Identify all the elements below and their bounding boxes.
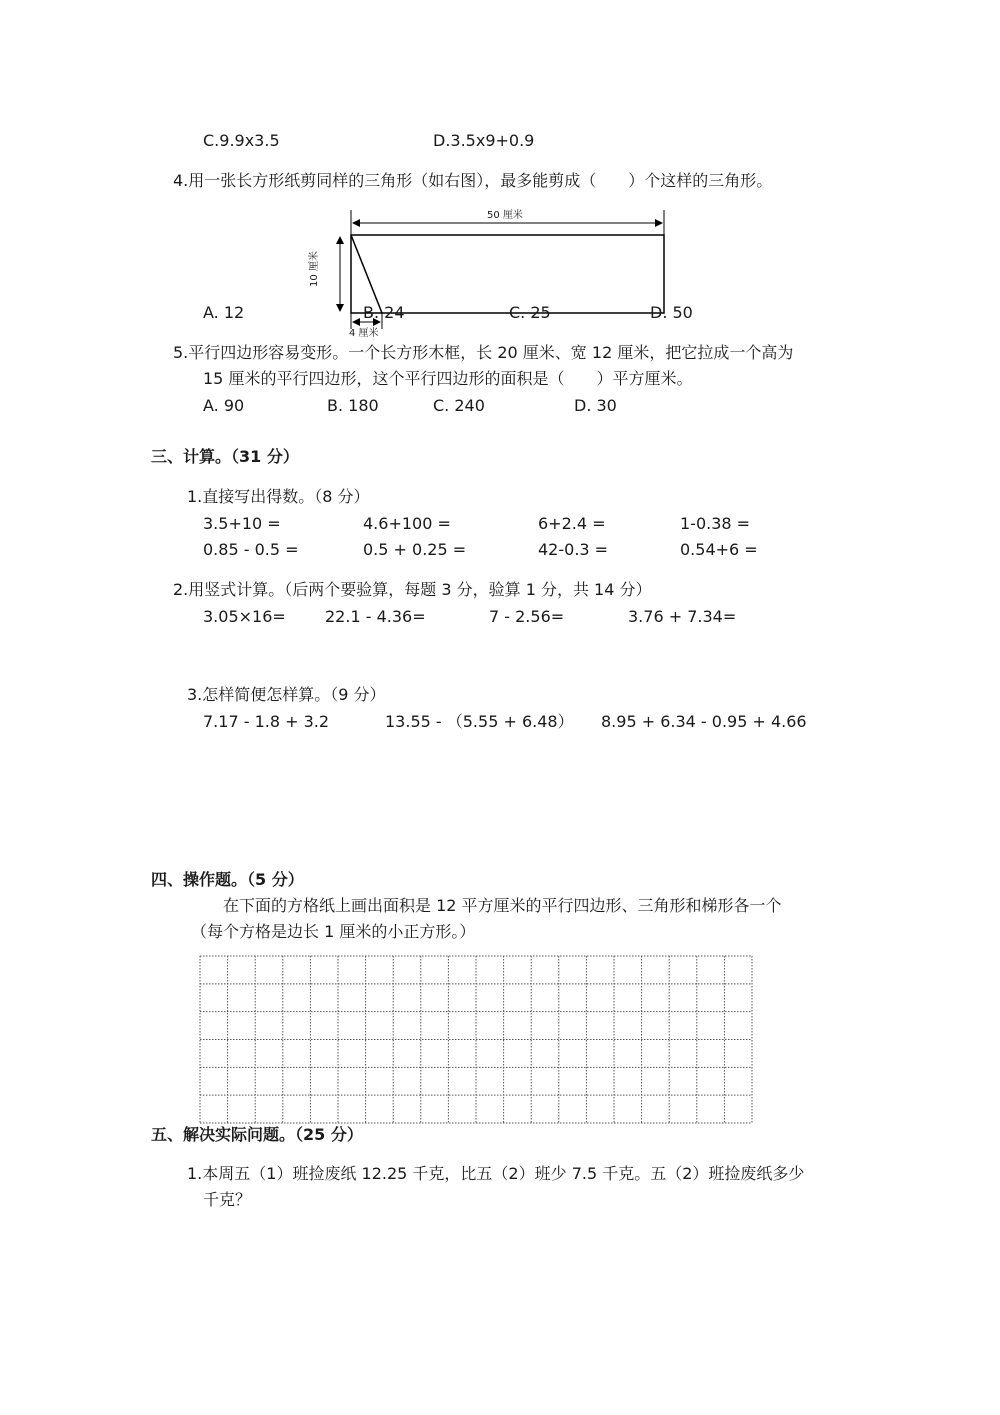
q4-option-c: C. 25 bbox=[509, 303, 551, 322]
s3-q1-item: 42-0.3 = bbox=[538, 540, 609, 559]
s3-q2-title: 2.用竖式计算。（后两个要验算，每题 3 分，验算 1 分，共 14 分） bbox=[173, 580, 652, 599]
diagram-base-label: 4 厘米 bbox=[349, 328, 379, 339]
q5-option-d: D. 30 bbox=[574, 396, 617, 415]
s5-q1-line1: 1.本周五（1）班捡废纸 12.25 千克，比五（2）班少 7.5 千克。五（2）班捡废纸多少 bbox=[187, 1164, 805, 1183]
s3-q3-item: 7.17 - 1.8 + 3.2 bbox=[203, 712, 330, 731]
q3-option-d: D.3.5x9+0.9 bbox=[433, 131, 535, 150]
s3-q1-item: 0.85 - 0.5 = bbox=[203, 540, 299, 559]
s3-q2-item: 3.76 + 7.34= bbox=[628, 607, 737, 626]
q5-line2: 15 厘米的平行四边形，这个平行四边形的面积是（ ）平方厘米。 bbox=[203, 369, 693, 388]
section5-title: 五、解决实际问题。（25 分） bbox=[151, 1125, 363, 1144]
s3-q1-item: 6+2.4 = bbox=[538, 514, 606, 533]
s5-q1-line2: 千克？ bbox=[203, 1190, 252, 1209]
section3-title: 三、计算。（31 分） bbox=[151, 447, 299, 466]
q5-line1: 5.平行四边形容易变形。一个长方形木框，长 20 厘米、宽 12 厘米，把它拉成一个高为 bbox=[173, 343, 794, 362]
s3-q3-item: 8.95 + 6.34 - 0.95 + 4.66 bbox=[601, 712, 807, 731]
s3-q2-item: 22.1 - 4.36= bbox=[325, 607, 426, 626]
q3-option-c: C.9.9x3.5 bbox=[203, 131, 280, 150]
q4-option-d: D. 50 bbox=[650, 303, 693, 322]
s4-line2: （每个方格是边长 1 厘米的小正方形。） bbox=[191, 922, 476, 941]
q4-option-b: B. 24 bbox=[363, 303, 405, 322]
s3-q2-item: 7 - 2.56= bbox=[489, 607, 565, 626]
s3-q1-item: 4.6+100 = bbox=[363, 514, 451, 533]
diagram-length-label: 50 厘米 bbox=[487, 210, 523, 221]
q4-option-a: A. 12 bbox=[203, 303, 245, 322]
q5-option-a: A. 90 bbox=[203, 396, 245, 415]
section4-title: 四、操作题。（5 分） bbox=[151, 870, 304, 889]
s3-q3-item: 13.55 - （5.55 + 6.48） bbox=[385, 712, 574, 731]
s3-q1-title: 1.直接写出得数。（8 分） bbox=[187, 487, 370, 506]
q4-text: 4.用一张长方形纸剪同样的三角形（如右图），最多能剪成（ ）个这样的三角形。 bbox=[173, 171, 773, 190]
s3-q1-item: 3.5+10 = bbox=[203, 514, 281, 533]
s3-q3-title: 3.怎样简便怎样算。（9 分） bbox=[187, 685, 386, 704]
s3-q1-item: 0.54+6 = bbox=[680, 540, 758, 559]
s3-q1-item: 0.5 + 0.25 = bbox=[363, 540, 467, 559]
rectangle-triangle-diagram bbox=[300, 205, 700, 345]
diagram-width-label: 10 厘米 bbox=[308, 251, 320, 287]
s3-q1-item: 1-0.38 = bbox=[680, 514, 751, 533]
q5-option-c: C. 240 bbox=[433, 396, 485, 415]
s4-line1: 在下面的方格纸上画出面积是 12 平方厘米的平行四边形、三角形和梯形各一个 bbox=[223, 896, 782, 915]
square-grid-paper[interactable] bbox=[199, 955, 753, 1124]
q5-option-b: B. 180 bbox=[327, 396, 379, 415]
s3-q2-item: 3.05×16= bbox=[203, 607, 286, 626]
